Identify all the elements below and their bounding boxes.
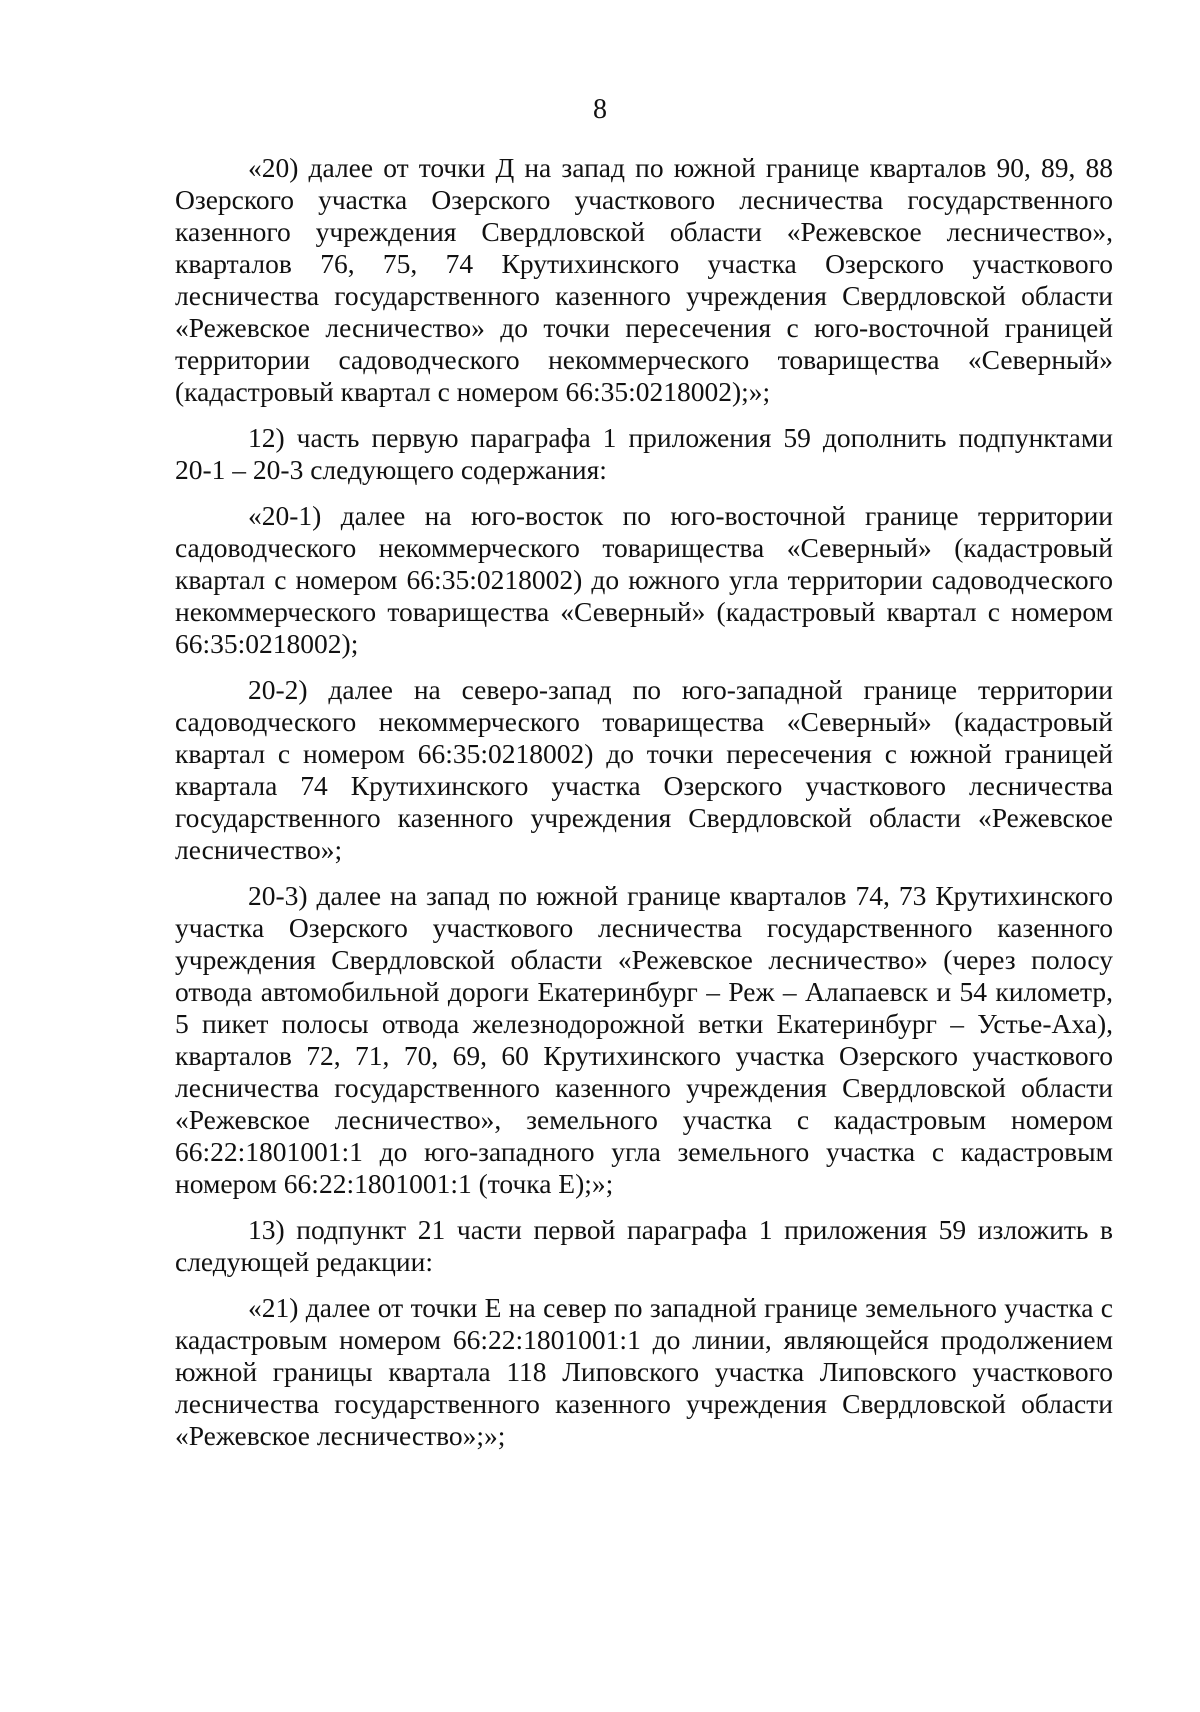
paragraph-20-2: 20-2) далее на северо-запад по юго-западной границе территории садоводческого некоммерческого товарищества «Северный» (кадастровый квартал с номером 66:35:0218002) до точки пересечения с южной границей квартала 74 Крутихинского участка Озерского участкового лесничества государственного казенного учреждения Свердловской области «Режевское лесничество»;	[175, 674, 1113, 865]
document-body	[175, 152, 1113, 1466]
page-number: 8	[593, 94, 607, 125]
paragraph-20: «20) далее от точки Д на запад по южной границе кварталов 90, 89, 88 Озерского участка Озерского участкового лесничества государственного казенного учреждения Свердловской области «Режевское лесничество», кварталов 76, 75, 74 Крутихинского участка Озерского участкового лесничества государственного казенного учреждения Свердловской области «Режевское лесничество» до точки пересечения с юго-восточной границей территории садоводческого некоммерческого товарищества «Северный» (кадастровый квартал с номером 66:35:0218002);»;	[175, 152, 1113, 407]
paragraph-13: 13) подпункт 21 части первой параграфа 1 приложения 59 изложить в следующей редакции:	[175, 1214, 1113, 1277]
paragraph-20-3: 20-3) далее на запад по южной границе кварталов 74, 73 Крутихинского участка Озерского участкового лесничества государственного казенного учреждения Свердловской области «Режевское лесничество» (через полосу отвода автомобильной дороги Екатеринбург – Реж – Алапаевск и 54 километр, 5 пикет полосы отвода железнодорожной ветки Екатеринбург – Устье-Аха), кварталов 72, 71, 70, 69, 60 Крутихинского участка Озерского участкового лесничества государственного казенного учреждения Свердловской области «Режевское лесничество», земельного участка с кадастровым номером 66:22:1801001:1 до юго-западного угла земельного участка с кадастровым номером 66:22:1801001:1 (точка Е);»;	[175, 880, 1113, 1199]
paragraph-20-1: «20-1) далее на юго-восток по юго-восточной границе территории садоводческого некоммерческого товарищества «Северный» (кадастровый квартал с номером 66:35:0218002) до южного угла территории садоводческого некоммерческого товарищества «Северный» (кадастровый квартал с номером 66:35:0218002);	[175, 500, 1113, 659]
paragraph-21: «21) далее от точки Е на север по западной границе земельного участка с кадастровым номером 66:22:1801001:1 до линии, являющейся продолжением южной границы квартала 118 Липовского участка Липовского участкового лесничества государственного казенного учреждения Свердловской области «Режевское лесничество»;»;	[175, 1292, 1113, 1451]
paragraph-12: 12) часть первую параграфа 1 приложения 59 дополнить подпунктами 20-1 – 20-3 следующего содержания:	[175, 422, 1113, 485]
